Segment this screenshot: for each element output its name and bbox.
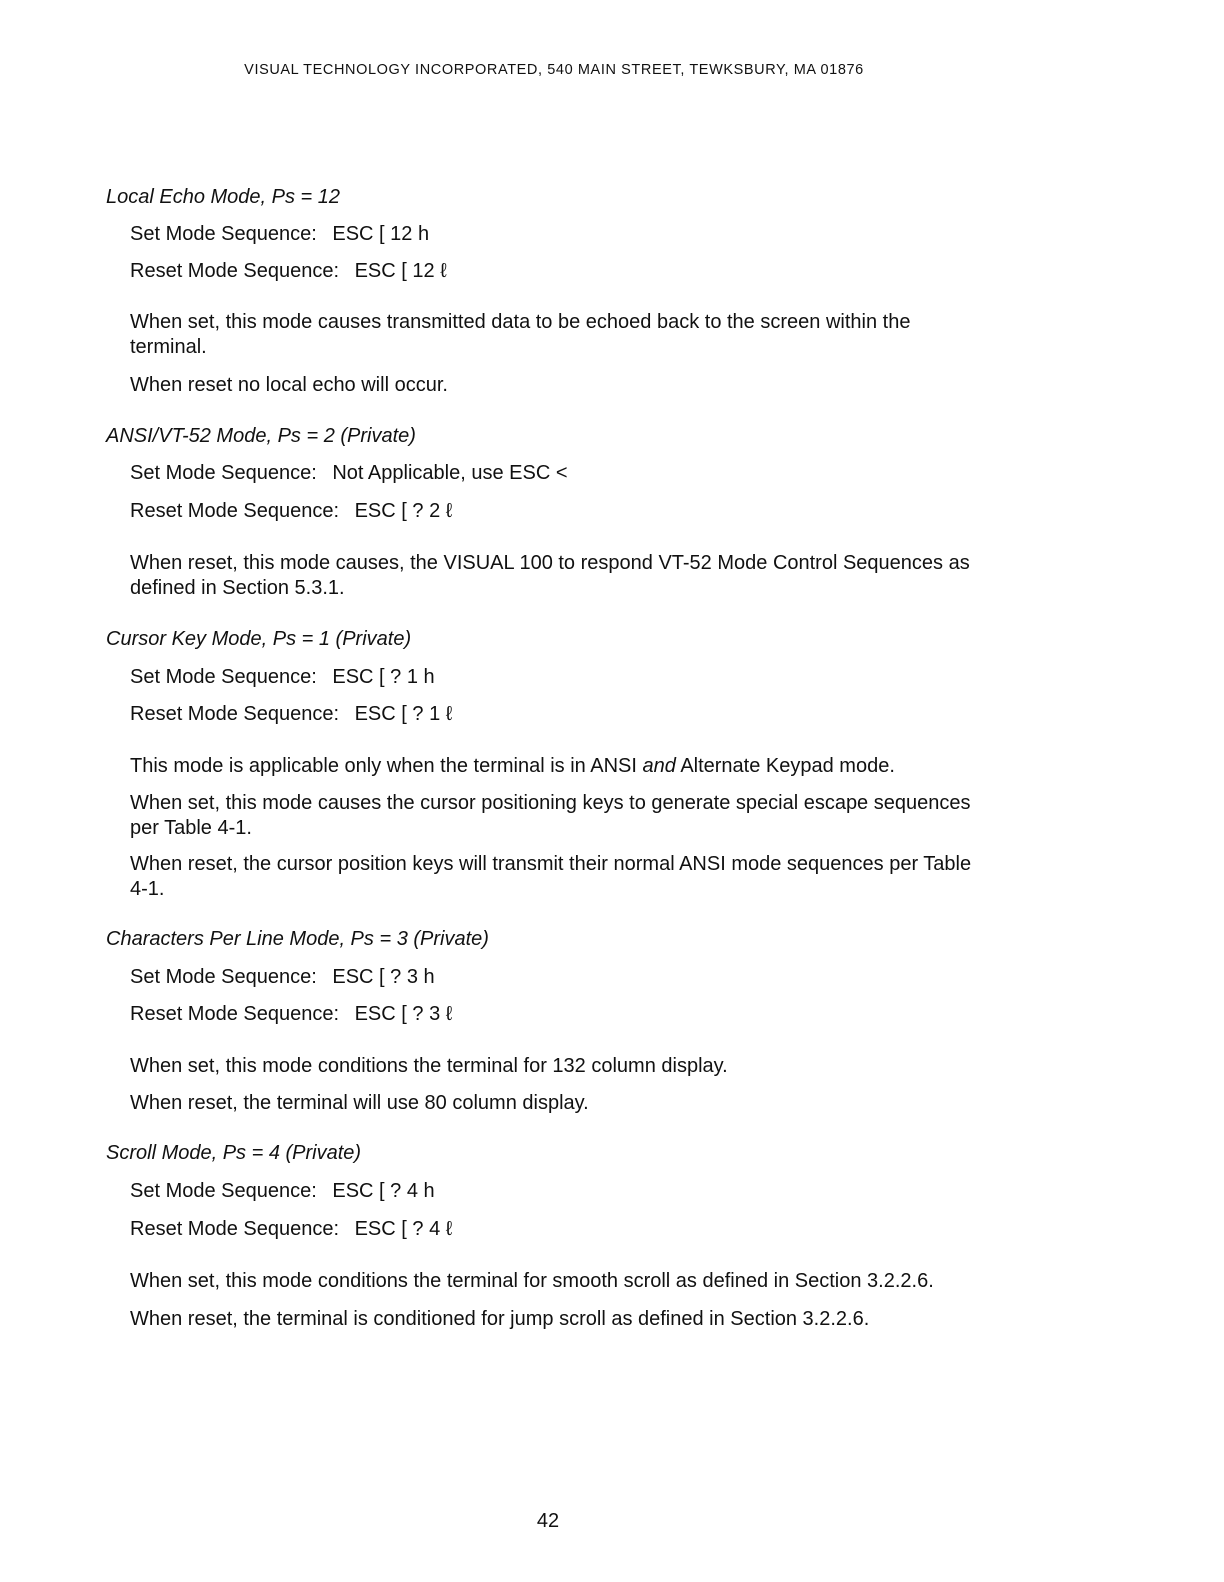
page-header: VISUAL TECHNOLOGY INCORPORATED, 540 MAIN STREET, TEWKSBURY, MA 01876 [244,62,864,78]
paragraph: When reset, this mode causes, the VISUAL 100 to respond VT-52 Mode Control Sequences as defined in Section 5.3.1. [130,552,970,599]
set-value: Not Applicable, use ESC < [332,462,568,484]
reset-mode-sequence [130,1218,452,1241]
reset-label: Reset Mode Sequence: [130,1218,340,1240]
reset-value: ESC [ ? 1 ℓ [354,703,453,725]
page-number: 42 [536,1510,560,1532]
paragraph: When reset no local echo will occur. [130,374,448,396]
set-label: Set Mode Sequence: [130,666,317,688]
set-mode-sequence [130,223,429,246]
set-value: ESC [ 12 h [332,223,430,245]
reset-label: Reset Mode Sequence: [130,703,340,725]
paragraph: When reset, the cursor position keys will transmit their normal ANSI mode sequences per Table 4-1. [130,853,972,900]
reset-label: Reset Mode Sequence: [130,260,340,282]
reset-value: ESC [ ? 4 ℓ [354,1218,453,1240]
set-mode-sequence [130,1180,435,1203]
set-mode-sequence [130,462,568,485]
reset-value: ESC [ ? 3 ℓ [354,1003,453,1025]
section-title-ansi-vt52: ANSI/VT-52 Mode, Ps = 2 (Private) [106,425,416,447]
paragraph [130,754,990,779]
section-title-scroll: Scroll Mode, Ps = 4 (Private) [106,1142,362,1164]
paragraph: When reset, the terminal will use 80 column display. [130,1092,589,1114]
reset-value: ESC [ ? 2 ℓ [354,500,453,522]
set-mode-sequence [130,966,435,989]
reset-label: Reset Mode Sequence: [130,500,340,522]
reset-value: ESC [ 12 ℓ [354,260,447,282]
paragraph-emphasis: and [642,755,676,777]
set-label: Set Mode Sequence: [130,462,317,484]
set-label: Set Mode Sequence: [130,1180,317,1202]
paragraph-text: This mode is applicable only when the terminal is in ANSI [130,755,643,777]
set-label: Set Mode Sequence: [130,223,317,245]
set-value: ESC [ ? 4 h [332,1180,435,1202]
section-title-characters-per-line: Characters Per Line Mode, Ps = 3 (Private) [106,928,489,950]
set-value: ESC [ ? 3 h [332,966,435,988]
paragraph: When set, this mode conditions the terminal for smooth scroll as defined in Section 3.2.2.6. [130,1270,934,1292]
reset-mode-sequence [130,703,452,726]
reset-mode-sequence [130,500,452,523]
paragraph: When reset, the terminal is conditioned for jump scroll as defined in Section 3.2.2.6. [130,1308,870,1330]
set-mode-sequence [130,666,435,689]
reset-label: Reset Mode Sequence: [130,1003,340,1025]
paragraph: When set, this mode conditions the terminal for 132 column display. [130,1055,728,1077]
set-value: ESC [ ? 1 h [332,666,435,688]
paragraph: When set, this mode causes transmitted data to be echoed back to the screen within the terminal. [130,311,911,358]
paragraph: When set, this mode causes the cursor positioning keys to generate special escape sequences per Table 4-1. [130,792,971,839]
paragraph-text: Alternate Keypad mode. [675,755,895,777]
reset-mode-sequence [130,1003,452,1026]
set-label: Set Mode Sequence: [130,966,317,988]
reset-mode-sequence [130,260,447,283]
section-title-local-echo: Local Echo Mode, Ps = 12 [106,186,341,208]
section-title-cursor-key: Cursor Key Mode, Ps = 1 (Private) [106,628,412,650]
